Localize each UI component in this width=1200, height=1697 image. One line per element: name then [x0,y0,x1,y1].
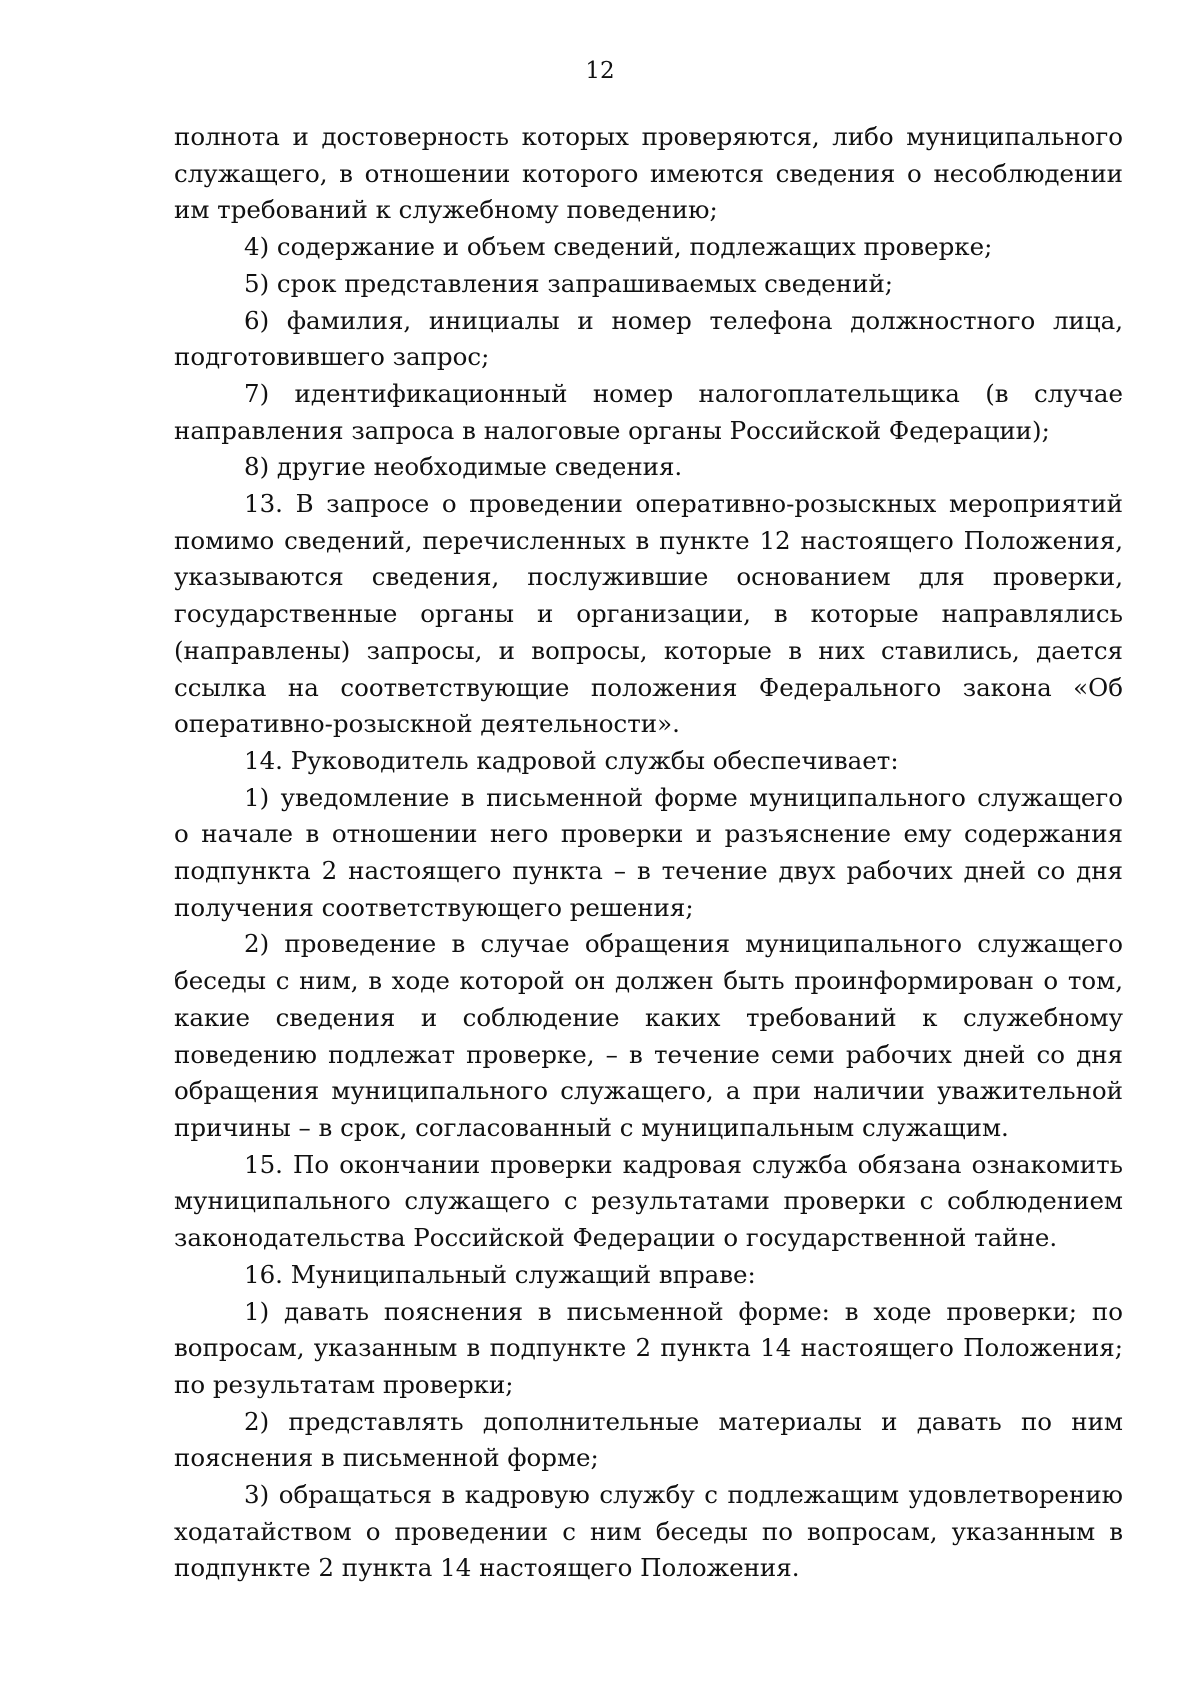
list-item-4: 4) содержание и объем сведений, подлежащих проверке; [244,232,993,262]
clause-16: 16. Муниципальный служащий вправе: [244,1259,756,1289]
clause-14-item-1: 1) уведомление в письменной форме муниципального служащего о начале в отношении него проверки и разъяснение ему содержания подпункта 2 настоящего пункта – в течение двух рабочих дней со дня получения соответствующего решения; [174,782,1123,922]
clause-16-item-3: 3) обращаться в кадровую службу с подлежащим удовлетворению ходатайством о проведении с ним беседы по вопросам, указанным в подпункте 2 пункта 14 настоящего Положения. [174,1480,1123,1583]
list-item-8: 8) другие необходимые сведения. [244,452,683,482]
clause-13: 13. В запросе о проведении оперативно-розыскных мероприятий помимо сведений, перечисленных в пункте 12 настоящего Положения, указываются сведения, послужившие основанием для проверки, государственные органы и организации, в которые направлялись (направлены) запросы, и вопросы, которые в них ставились, дается ссылка на соответствующие положения Федерального закона «Об оперативно-розыскной деятельности». [174,489,1123,739]
clause-15: 15. По окончании проверки кадровая служба обязана ознакомить муниципального служащего с результатами проверки с соблюдением законодательства Российской Федерации о государственной тайне. [174,1149,1123,1253]
page-number: 12 [585,58,615,84]
clause-16-item-2: 2) представлять дополнительные материалы и давать по ним пояснения в письменной форме; [174,1406,1123,1473]
clause-14-item-2: 2) проведение в случае обращения муниципального служащего беседы с ним, в ходе которой он должен быть проинформирован о том, какие сведения и соблюдение каких требований к служебному поведению подлежат проверке, – в течение семи рабочих дней со дня обращения муниципального служащего, а при наличии уважительной причины – в срок, согласованный с муниципальным служащим. [174,929,1123,1142]
list-item-5: 5) срок представления запрашиваемых сведений; [244,268,894,298]
list-item-7: 7) идентификационный номер налогоплательщика (в случае направления запроса в налоговые органы Российской Федерации); [174,378,1123,445]
document-body [174,119,1123,1587]
clause-16-item-1: 1) давать пояснения в письменной форме: в ходе проверки; по вопросам, указанным в подпункте 2 пункта 14 настоящего Положения; по результатам проверки; [174,1296,1123,1399]
clause-14: 14. Руководитель кадровой службы обеспечивает: [244,745,899,775]
paragraph-continuation: полнота и достоверность которых проверяются, либо муниципального служащего, в отношении которого имеются сведения о несоблюдении им требований к служебному поведению; [174,122,1123,225]
list-item-6: 6) фамилия, инициалы и номер телефона должностного лица, подготовившего запрос; [174,305,1123,372]
